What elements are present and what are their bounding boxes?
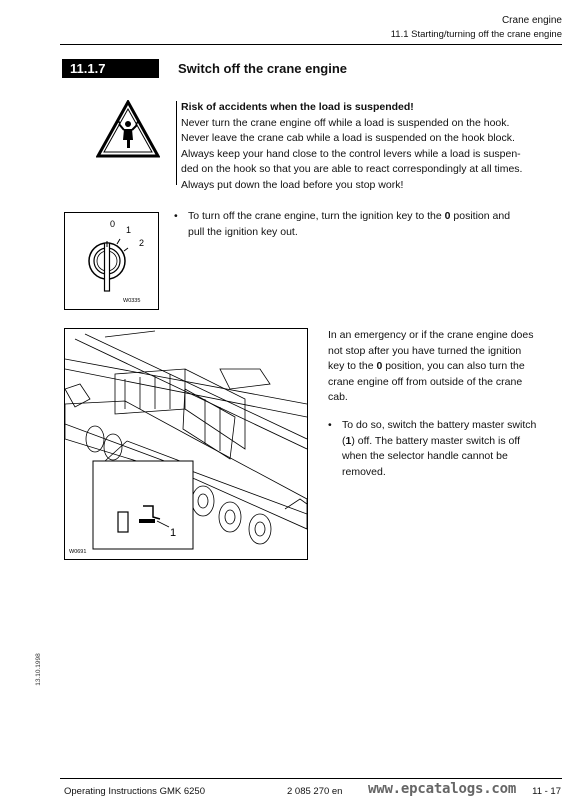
- section-title: Switch off the crane engine: [178, 61, 348, 76]
- figure-code: W0335: [123, 298, 141, 304]
- page-number: 11 - 17: [532, 786, 561, 797]
- bullet-line: To do so, switch the battery master switch: [342, 418, 537, 431]
- callout-1-label: 1: [170, 527, 177, 539]
- paragraph-bold-text: 0: [376, 360, 383, 373]
- crane-battery-switch-figure: [64, 328, 308, 560]
- warning-title: Risk of accidents when the load is suspended!: [181, 101, 414, 113]
- warning-line: Always put down the load before you stop work!: [181, 178, 404, 191]
- section-number-badge: 11.1.7: [62, 59, 159, 78]
- position-2-label: 2: [139, 238, 145, 248]
- header-chapter: Crane engine: [501, 15, 562, 26]
- bullet-line: removed.: [342, 465, 386, 478]
- warning-body: [181, 116, 566, 194]
- bullet-text: ) off. The battery master switch is off: [351, 434, 520, 447]
- crane-illustration: [65, 329, 307, 559]
- ignition-key-icon: [65, 213, 158, 309]
- position-0-label: 0: [110, 219, 116, 229]
- footer-divider: [60, 778, 562, 779]
- paragraph-line: [328, 359, 568, 375]
- warning-line: Never leave the crane cab while a load is suspended on the hook block.: [181, 132, 515, 145]
- warning-block: [181, 100, 566, 194]
- revision-date: 13.10.1998: [34, 653, 42, 686]
- bullet-text: To turn off the crane engine, turn the ignition key to the: [188, 210, 445, 222]
- paragraph-line: In an emergency or if the crane engine does: [328, 329, 534, 341]
- bullet-text: position and: [450, 210, 511, 222]
- hazard-warning-triangle-icon: [96, 100, 160, 158]
- warning-line: Always keep your hand close to the control levers while a load is suspen-: [181, 147, 521, 160]
- bullet-marker: •: [328, 418, 332, 431]
- bullet-text: (: [342, 434, 346, 447]
- instruction-bullet-2: [328, 418, 568, 480]
- paragraph-text: key to the: [328, 360, 377, 373]
- ignition-switch-figure: [64, 212, 159, 310]
- instruction-bullet-1: [174, 209, 566, 240]
- bullet-line: pull the ignition key out.: [188, 225, 298, 238]
- header-section: 11.1 Starting/turning off the crane engine: [390, 29, 562, 40]
- warning-line: Never turn the crane engine off while a load is suspended on the hook.: [181, 116, 510, 129]
- figure-code: W0691: [69, 549, 87, 555]
- bullet-line: when the selector handle cannot be: [342, 450, 508, 463]
- paragraph-text: position, you can also turn the: [382, 360, 525, 373]
- footer-doc-number: 2 085 270 en: [287, 786, 343, 797]
- bullet-bold-text: 1: [345, 434, 352, 447]
- bullet-marker: •: [174, 210, 178, 222]
- warning-margin-bar: [176, 101, 177, 185]
- footer-watermark: www.epcatalogs.com: [368, 781, 517, 797]
- paragraph-line: crane engine off from outside of the crane: [328, 375, 523, 388]
- paragraph-line: not stop after you have turned the ignition: [328, 344, 522, 357]
- paragraph-line: cab.: [328, 391, 348, 404]
- emergency-instructions: [328, 328, 568, 480]
- warning-line: ded on the hook so that you are able to react correspondingly at all times.: [181, 163, 523, 176]
- position-1-label: 1: [126, 225, 132, 235]
- bullet-bold-text: 0: [444, 210, 451, 222]
- bullet-line: [342, 434, 568, 450]
- header-divider: [60, 44, 562, 45]
- bullet-line: [188, 209, 566, 225]
- footer-manual-title: Operating Instructions GMK 6250: [64, 786, 205, 797]
